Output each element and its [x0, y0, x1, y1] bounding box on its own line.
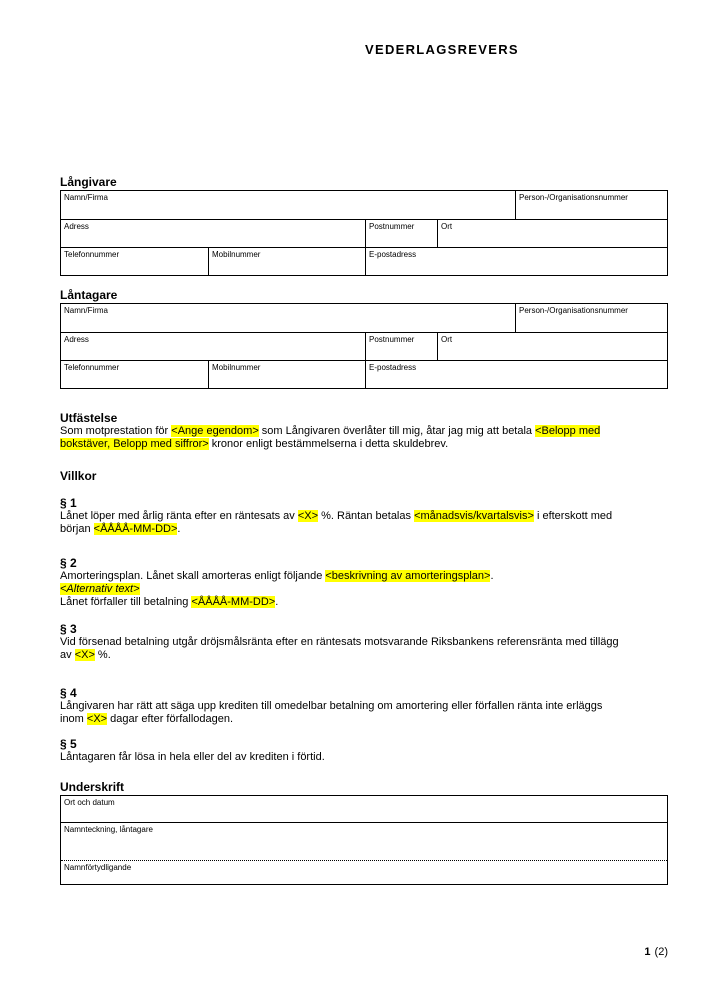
clause-4	[60, 687, 668, 726]
page-number	[60, 946, 668, 958]
placeholder-highlight[interactable]: <X>	[86, 713, 108, 725]
lender-city-cell[interactable]	[438, 220, 667, 248]
field-label: Mobilnummer	[212, 363, 261, 372]
clause-5-number: § 5	[60, 737, 77, 751]
placeholder-highlight[interactable]: <Alternativ text>	[60, 583, 140, 595]
field-label: E-postadress	[369, 363, 417, 372]
signature-table	[60, 795, 668, 885]
text-run: .	[490, 570, 494, 582]
text-run: Lånet löper med årlig ränta efter en räntesats av	[60, 510, 298, 522]
field-label: Mobilnummer	[212, 250, 261, 259]
borrower-org-number-cell[interactable]	[516, 304, 667, 333]
lender-address-cell[interactable]	[61, 220, 366, 248]
field-label: Telefonnummer	[64, 363, 120, 372]
placeholder-highlight[interactable]: bokstäver, Belopp med siffror>	[60, 438, 209, 450]
placeholder-highlight[interactable]: <månadsvis/kvartalsvis>	[414, 510, 534, 522]
clause-1-number: § 1	[60, 496, 77, 510]
text-run: dagar efter förfallodagen.	[107, 713, 234, 725]
lender-table	[60, 190, 668, 276]
text-run: som Långivaren överlåter till mig, åtar jag mig att betala	[258, 425, 536, 437]
lender-section	[60, 176, 668, 276]
placeholder-highlight[interactable]: <ÅÅÅÅ-MM-DD>	[191, 596, 276, 608]
current-page: 1	[644, 946, 651, 958]
lender-phone-cell[interactable]	[61, 248, 209, 275]
field-label: Ort och datum	[64, 798, 115, 807]
field-label: Adress	[64, 335, 89, 344]
clause-3	[60, 623, 668, 662]
clause-5-text-line	[60, 751, 668, 764]
clause-2-number: § 2	[60, 556, 77, 570]
text-run: Långivaren har rätt att säga upp krediten till omedelbar betalning om amortering eller förfallen ränta inte erläggs	[60, 700, 603, 712]
text-run: inom	[60, 713, 87, 725]
borrower-signature-cell[interactable]	[61, 823, 667, 861]
borrower-name-cell[interactable]	[61, 304, 516, 333]
field-label: Person-/Organisationsnummer	[519, 306, 628, 315]
lender-email-cell[interactable]	[366, 248, 667, 275]
clause-4-number: § 4	[60, 686, 77, 700]
text-run: Låntagaren får lösa in hela eller del av krediten i förtid.	[60, 751, 325, 763]
placeholder-highlight[interactable]: <ÅÅÅÅ-MM-DD>	[93, 523, 178, 535]
total-pages: (2)	[654, 946, 668, 958]
placeholder-highlight[interactable]: <X>	[297, 510, 319, 522]
placeholder-highlight[interactable]: <Belopp med	[535, 425, 601, 437]
field-label: Namn/Firma	[64, 193, 109, 202]
clause-1-text-line	[60, 510, 668, 523]
name-clarification-cell[interactable]	[61, 861, 667, 884]
borrower-table	[60, 303, 668, 389]
field-label: Ort	[441, 222, 453, 231]
text-run: %.	[94, 649, 111, 661]
text-run: början	[60, 523, 94, 535]
lender-postal-code-cell[interactable]	[366, 220, 438, 248]
field-label: Ort	[441, 335, 453, 344]
clause-3-text-line	[60, 649, 668, 662]
placeholder-highlight[interactable]: <X>	[74, 649, 95, 661]
field-label: Person-/Organisationsnummer	[519, 193, 628, 202]
terms-section	[60, 470, 668, 483]
document-title: VEDERLAGSREVERS	[365, 42, 519, 57]
placeholder-highlight[interactable]: <Ange egendom>	[171, 425, 259, 437]
borrower-city-cell[interactable]	[438, 333, 667, 361]
text-run: Som motprestation för	[60, 425, 172, 437]
lender-mobile-cell[interactable]	[209, 248, 366, 275]
field-label: Telefonnummer	[64, 250, 120, 259]
text-run: .	[177, 523, 181, 535]
text-run: %. Räntan betalas	[318, 510, 415, 522]
clause-2-text-line	[60, 583, 668, 596]
field-label: Namn/Firma	[64, 306, 109, 315]
promise-text-line	[60, 438, 668, 451]
clause-3-text-line	[60, 636, 668, 649]
promise-text-line	[60, 425, 668, 438]
clause-5	[60, 738, 668, 764]
terms-heading: Villkor	[60, 469, 97, 483]
clause-3-number: § 3	[60, 622, 77, 636]
lender-heading: Långivare	[60, 175, 117, 189]
clause-1-text-line	[60, 523, 668, 536]
clause-2-text-line	[60, 570, 668, 583]
borrower-postal-code-cell[interactable]	[366, 333, 438, 361]
field-label: Namnförtydligande	[64, 863, 132, 872]
borrower-mobile-cell[interactable]	[209, 361, 366, 388]
clause-4-text-line	[60, 713, 668, 726]
borrower-phone-cell[interactable]	[61, 361, 209, 388]
lender-org-number-cell[interactable]	[516, 191, 667, 220]
text-run: av	[60, 649, 75, 661]
borrower-section	[60, 289, 668, 389]
promise-heading: Utfästelse	[60, 411, 118, 425]
signature-heading: Underskrift	[60, 780, 125, 794]
clause-4-text-line	[60, 700, 668, 713]
text-run: Amorteringsplan. Lånet skall amorteras enligt följande	[60, 570, 326, 582]
clause-2-text-line	[60, 596, 668, 609]
text-run: Vid försenad betalning utgår dröjsmålsränta efter en räntesats motsvarande Riksbankens referensränta med tillägg	[60, 636, 619, 648]
borrower-heading: Låntagare	[60, 288, 118, 302]
text-run: .	[275, 596, 279, 608]
clause-1	[60, 497, 668, 536]
field-label: Namnteckning, låntagare	[64, 825, 153, 834]
text-run: kronor enligt bestämmelserna i detta skuldebrev.	[208, 438, 449, 450]
clause-2	[60, 557, 668, 609]
field-label: E-postadress	[369, 250, 417, 259]
promise-section	[60, 412, 668, 451]
text-run: i efterskott med	[533, 510, 613, 522]
field-label: Postnummer	[369, 335, 415, 344]
signature-section	[60, 781, 668, 885]
borrower-email-cell[interactable]	[366, 361, 667, 388]
field-label: Postnummer	[369, 222, 415, 231]
placeholder-highlight[interactable]: <beskrivning av amorteringsplan>	[325, 570, 491, 582]
text-run: Lånet förfaller till betalning	[60, 596, 192, 608]
borrower-address-cell[interactable]	[61, 333, 366, 361]
place-and-date-cell[interactable]	[61, 796, 667, 823]
lender-name-cell[interactable]	[61, 191, 516, 220]
field-label: Adress	[64, 222, 89, 231]
